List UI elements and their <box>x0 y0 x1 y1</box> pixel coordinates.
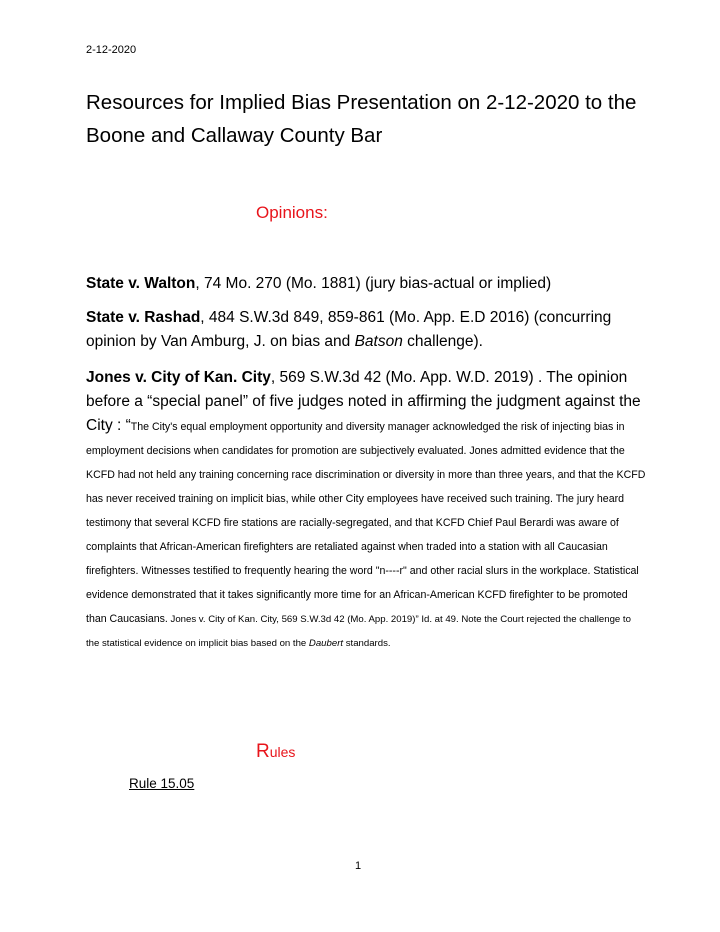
jones-pin-cite: Jones v. City of Kan. City, 569 S.W.3d 42 (Mo. App. 2019)” Id. at 49. <box>167 614 459 625</box>
case-rashad <box>86 306 646 354</box>
jones-note-end: standards. <box>343 638 391 649</box>
rules-heading-initial: R <box>256 741 270 762</box>
header-date: 2-12-2020 <box>86 44 137 56</box>
citation-rashad-end: challenge). <box>402 333 483 350</box>
jones-quote: The City's equal employment opportunity and diversity manager acknowledged the risk of injecting bias in employment decisions when candidates for promotion are subjectively evaluated. Jones admitted evidence that the KCFD had not held any training concerning race discrimination or diversity in more than three years, and that the KCFD has never received training on implicit bias, while other City employees have received such training. The jury heard testimony that several KCFD fire stations are racially-segregated, and that KCFD Chief Paul Berardi was aware of complaints that African-American firefighters are retaliated against when traded into a station with all Caucasian firefighters. Witnesses testified to frequently hearing the word "n----r" and other racial slurs in the workplace. Statistical evidence demonstrated that it takes significantly more time for an African-American KCFD firefighter to be promoted than Caucasians. <box>86 421 646 625</box>
rules-heading-rest: ules <box>269 744 296 760</box>
jones-intro: , 569 S.W.3d 42 (Mo. App. W.D. 2019) . The opinion before a “special panel” of five judges noted in affirming the judgment against the City : “ <box>86 369 641 434</box>
opinions-heading: Opinions: <box>256 203 328 222</box>
page-number: 1 <box>355 860 362 872</box>
case-name-rashad: State v. Rashad <box>86 309 201 326</box>
citation-rashad: , 484 S.W.3d 849, 859-861 (Mo. App. E.D 2016) (concurring opinion by Van Amburg, J. on bias and <box>86 309 612 350</box>
rules-heading <box>256 741 295 763</box>
citation-walton: , 74 Mo. 270 (Mo. 1881) (jury bias-actual or implied) <box>195 275 552 292</box>
document-title: Resources for Implied Bias Presentation on 2-12-2020 to the Boone and Callaway County Bar <box>86 91 637 147</box>
case-jones <box>86 366 646 654</box>
case-walton <box>86 272 646 296</box>
case-name-walton: State v. Walton <box>86 275 196 292</box>
daubert-term: Daubert <box>308 638 344 649</box>
jones-note: Note the Court rejected the challenge to the statistical evidence on implicit bias based on the <box>86 614 631 649</box>
case-name-jones: Jones v. City of Kan. City <box>86 369 271 386</box>
rule-15-05-link[interactable]: Rule 15.05 <box>129 776 195 791</box>
batson-term: Batson <box>354 333 403 350</box>
